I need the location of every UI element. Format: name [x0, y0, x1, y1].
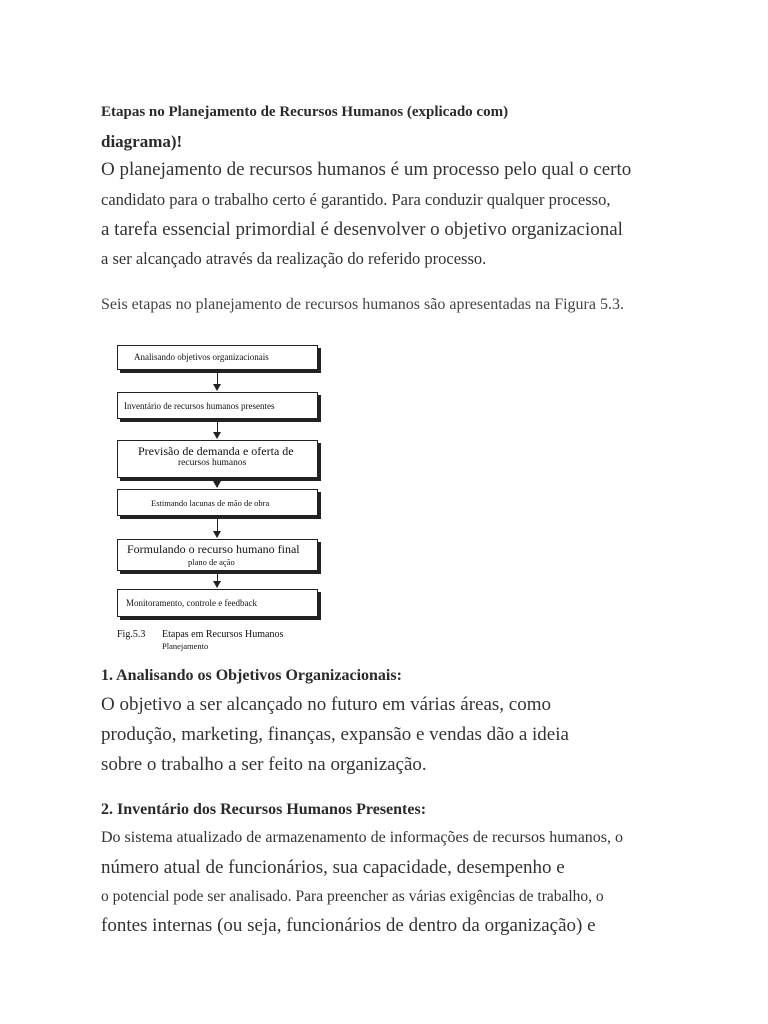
section-1-line-3: sobre o trabalho a ser feito na organização. [101, 754, 427, 775]
flow-box-3-sublabel: recursos humanos [178, 458, 247, 468]
intro-line-4: a ser alcançado através da realização do referido processo. [101, 249, 487, 268]
flow-arrow-3 [217, 480, 218, 487]
flow-arrow-2 [217, 421, 218, 438]
flow-box-4-label: Estimando lacunas de mão de obra [151, 498, 270, 508]
section-1-line-2: produção, marketing, finanças, expansão e vendas dão a ideia [101, 724, 569, 745]
flow-box-3-label: Previsão de demanda e oferta de [138, 444, 294, 458]
flow-arrow-1 [217, 372, 218, 390]
section-2-line-1: Do sistema atualizado de armazenamento de informações de recursos humanos, o [101, 829, 624, 846]
figure-caption-subtitle: Planejamento [162, 641, 209, 651]
page-title-line-1: Etapas no Planejamento de Recursos Humanos (explicado com) [101, 104, 509, 120]
figure-reference: Seis etapas no planejamento de recursos humanos são apresentadas na Figura 5.3. [101, 296, 624, 313]
flow-arrow-4 [217, 518, 218, 537]
intro-line-1: O planejamento de recursos humanos é um processo pelo qual o certo [101, 159, 632, 180]
intro-line-2: candidato para o trabalho certo é garantido. Para conduzir qualquer processo, [101, 190, 611, 209]
flow-box-5-label: Formulando o recurso humano final [127, 542, 300, 556]
flow-box-2 [117, 392, 318, 419]
figure-caption-number: Fig.5.3 [117, 629, 146, 640]
section-2-heading: 2. Inventário dos Recursos Humanos Presentes: [101, 801, 427, 818]
flow-box-3 [117, 440, 318, 478]
section-2-line-4: fontes internas (ou seja, funcionários de dentro da organização) e [101, 915, 596, 936]
flow-box-6 [117, 589, 318, 617]
flow-box-5-sublabel: plano de ação [188, 557, 235, 567]
flow-box-1-label: Analisando objetivos organizacionais [134, 352, 269, 362]
intro-line-3: a tarefa essencial primordial é desenvolver o objetivo organizacional [101, 219, 623, 240]
flow-arrow-5 [217, 573, 218, 587]
flow-box-2-label: Inventário de recursos humanos presentes [124, 401, 275, 411]
page-title-line-2: diagrama)! [101, 132, 183, 151]
flow-box-6-label: Monitoramento, controle e feedback [126, 598, 257, 608]
section-1-heading: 1. Analisando os Objetivos Organizacionais: [101, 667, 402, 684]
section-1-line-1: O objetivo a ser alcançado no futuro em várias áreas, como [101, 694, 552, 715]
figure-caption-title: Etapas em Recursos Humanos [162, 629, 284, 640]
flow-box-1 [117, 345, 318, 370]
flow-box-5 [117, 539, 318, 571]
section-2-line-3: o potencial pode ser analisado. Para preencher as várias exigências de trabalho, o [101, 888, 604, 905]
section-2-line-2: número atual de funcionários, sua capacidade, desempenho e [101, 857, 565, 878]
flow-box-4 [117, 489, 318, 516]
